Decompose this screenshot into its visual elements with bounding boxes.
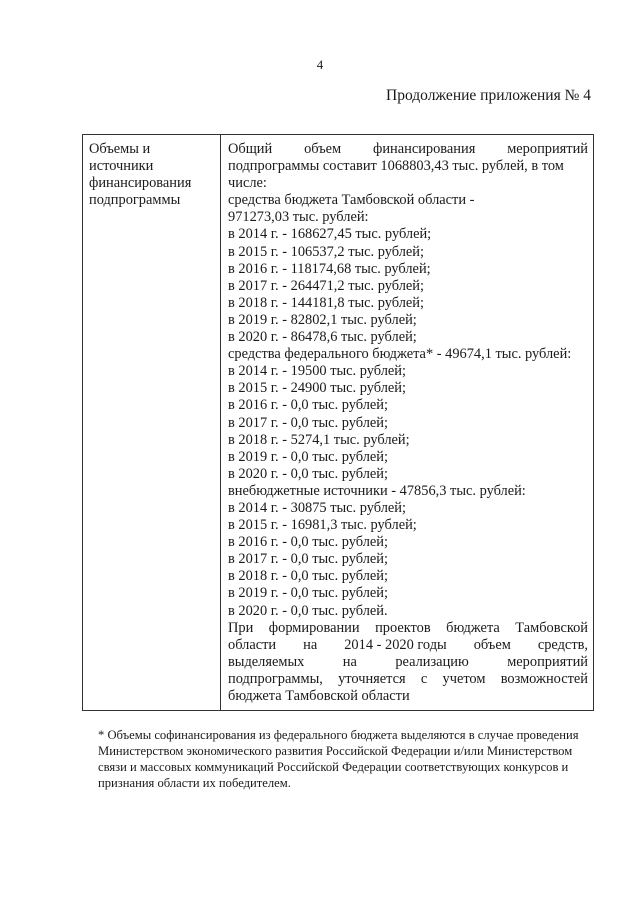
word: 2014 - 2020 годы — [344, 636, 447, 653]
word: с — [420, 670, 428, 687]
word: возможностей — [500, 670, 588, 687]
word: на — [303, 636, 318, 653]
word: финансирования — [373, 141, 476, 157]
content-cell — [228, 141, 588, 705]
regional-year-line: в 2020 г. - 86478,6 тыс. рублей; — [228, 329, 417, 346]
column-divider — [220, 135, 221, 710]
federal-year-line: в 2017 г. - 0,0 тыс. рублей; — [228, 414, 389, 431]
federal-year-line: в 2018 г. - 5274,1 тыс. рублей; — [228, 431, 410, 448]
closing-line — [228, 620, 588, 637]
label-line: финансирования — [89, 175, 192, 192]
footnote-line: связи и массовых коммуникаций Российской Федерации соответствующих конкурсов и — [98, 760, 569, 774]
closing-line — [228, 637, 588, 654]
footnote-line: * Объемы софинансирования из федерального бюджета выделяются в случае проведения — [98, 728, 579, 742]
word: мероприятий — [507, 653, 588, 670]
label-line: Объемы и — [89, 141, 151, 157]
offbudget-year-line: в 2019 г. - 0,0 тыс. рублей; — [228, 585, 389, 602]
offbudget-year-line: в 2016 г. - 0,0 тыс. рублей; — [228, 534, 389, 551]
regional-budget-title: средства бюджета Тамбовской области - — [228, 192, 475, 209]
regional-year-line: в 2015 г. - 106537,2 тыс. рублей; — [228, 243, 424, 260]
word: уточняется — [338, 670, 406, 687]
federal-year-line: в 2015 г. - 24900 тыс. рублей; — [228, 380, 406, 397]
word: объем — [304, 141, 342, 157]
regional-year-line: в 2014 г. - 168627,45 тыс. рублей; — [228, 226, 432, 243]
word: объем — [473, 636, 511, 653]
page-number: 4 — [316, 57, 324, 72]
offbudget-year-line: в 2014 г. - 30875 тыс. рублей; — [228, 499, 406, 516]
offbudget-year-line: в 2015 г. - 16981,3 тыс. рублей; — [228, 517, 417, 534]
closing-line — [228, 671, 588, 688]
regional-budget-total: 971273,03 тыс. рублей: — [228, 209, 369, 226]
regional-year-line: в 2017 г. - 264471,2 тыс. рублей; — [228, 277, 424, 294]
regional-year-line: в 2018 г. - 144181,8 тыс. рублей; — [228, 294, 424, 311]
footnote-line: признания области их победителем. — [98, 776, 291, 790]
word: на — [342, 653, 357, 670]
word: средств, — [537, 636, 588, 653]
word: При — [228, 619, 254, 636]
footnote — [98, 727, 594, 791]
word: мероприятий — [507, 141, 588, 157]
word: бюджета — [446, 619, 500, 636]
footnote-line: Министерством экономического развития Российской Федерации и/или Министерством — [98, 744, 573, 758]
federal-budget-title: средства федерального бюджета* - 49674,1 тыс. рублей: — [228, 346, 572, 363]
intro-line: числе: — [228, 175, 267, 192]
word: формировании — [268, 619, 360, 636]
federal-year-line: в 2019 г. - 0,0 тыс. рублей; — [228, 448, 389, 465]
federal-year-line: в 2014 г. - 19500 тыс. рублей; — [228, 363, 406, 380]
word: учетом — [442, 670, 486, 687]
federal-year-line: в 2020 г. - 0,0 тыс. рублей; — [228, 465, 389, 482]
label-line: источники — [89, 158, 154, 175]
offbudget-year-line: в 2018 г. - 0,0 тыс. рублей; — [228, 568, 389, 585]
label-cell — [89, 141, 217, 209]
word: области — [228, 636, 277, 653]
label-line: подпрограммы — [89, 192, 181, 209]
federal-year-line: в 2016 г. - 0,0 тыс. рублей; — [228, 397, 389, 414]
regional-year-line: в 2019 г. - 82802,1 тыс. рублей; — [228, 311, 417, 328]
word: проектов — [375, 619, 431, 636]
financing-table — [82, 134, 594, 711]
word: подпрограммы, — [228, 670, 323, 687]
word: Общий — [228, 141, 273, 157]
offbudget-year-line: в 2017 г. - 0,0 тыс. рублей; — [228, 551, 389, 568]
word: реализацию — [395, 653, 469, 670]
closing-line — [228, 654, 588, 671]
offbudget-year-line: в 2020 г. - 0,0 тыс. рублей. — [228, 602, 388, 619]
offbudget-title: внебюджетные источники - 47856,3 тыс. рублей: — [228, 482, 526, 499]
intro-line — [228, 141, 588, 158]
word: выделяемых — [228, 653, 305, 670]
intro-line: подпрограммы составит 1068803,43 тыс. рублей, в том — [228, 158, 564, 175]
regional-year-line: в 2016 г. - 118174,68 тыс. рублей; — [228, 260, 431, 277]
closing-line: бюджета Тамбовской области — [228, 688, 410, 704]
appendix-heading: Продолжение приложения № 4 — [386, 87, 591, 104]
word: Тамбовской — [515, 619, 588, 636]
